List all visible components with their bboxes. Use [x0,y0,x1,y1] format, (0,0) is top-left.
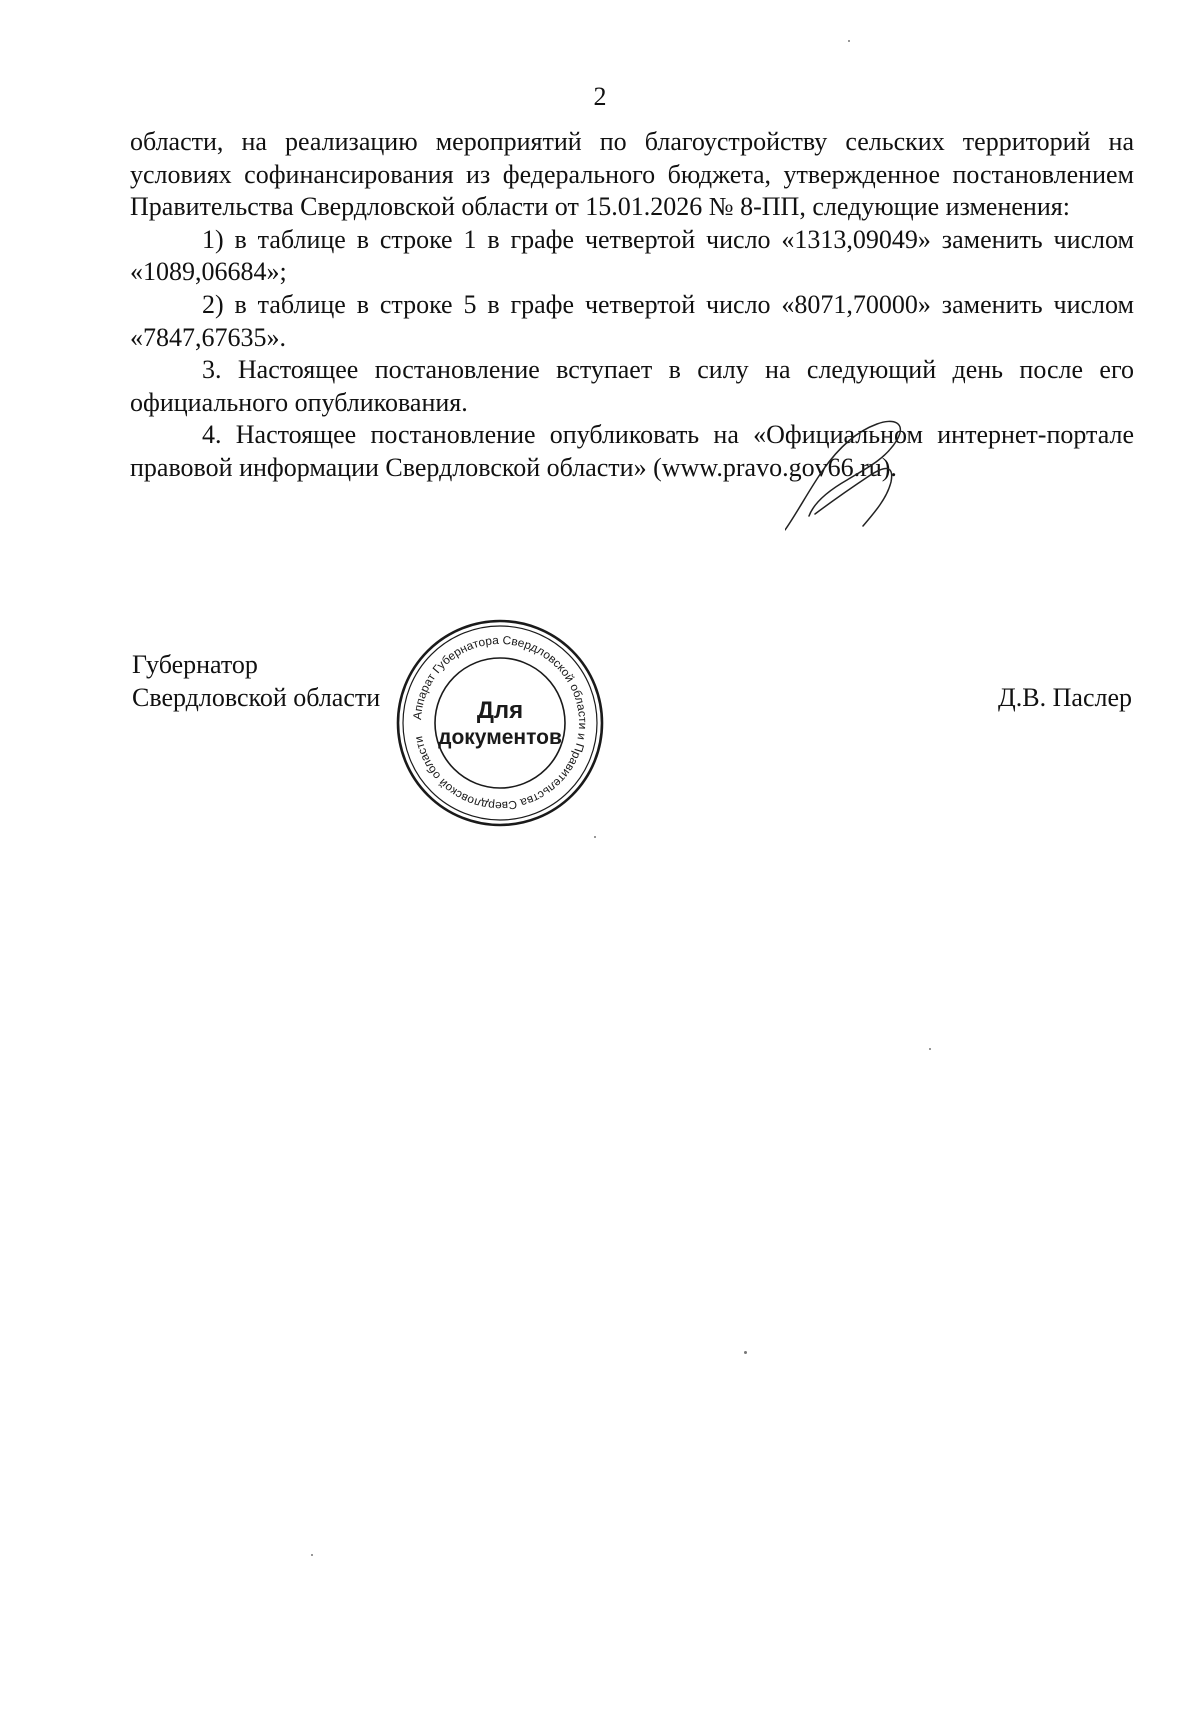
paragraph-intro: области, на реализацию мероприятий по благоустройству сельских территорий на условиях софинансирования из федерального бюджета, утвержденное постановлением Правительства Свердловской области от 15.01.2026 № 8-ПП, следующие изменения: [130,127,1134,222]
paragraph-item-2: 2) в таблице в строке 5 в графе четвертой число «8071,70000» заменить числом «7847,67635». [130,289,1134,352]
stamp-center-line1: Для [476,697,524,724]
handwritten-signature [785,418,935,533]
stamp-ring-text: Аппарат Губернатора Свердловской области и Правительства Свердловской области [410,633,590,813]
document-body [130,126,1134,485]
scan-speck [744,1351,747,1354]
scan-speck [929,1048,931,1050]
paragraph-item-4: 4. Настоящее постановление опубликовать на «Официальном интернет-портале правовой информации Свердловской области» (www.pravo.gov66.ru). [130,420,1134,482]
page-number: 2 [593,82,607,111]
official-stamp [395,618,605,828]
scan-speck [311,1554,313,1556]
scan-speck [594,836,596,838]
stamp-center-line2: документов [438,726,562,749]
signatory-title [132,648,380,714]
paragraph-item-3: 3. Настоящее постановление вступает в силу на следующий день после его официального опубликования. [130,355,1134,417]
paragraph-item-1: 1) в таблице в строке 1 в графе четвертой число «1313,09049» заменить числом «1089,06684»; [130,224,1134,287]
signatory-title-line1: Губернатор [132,650,258,679]
signatory-name: Д.В. Паслер [998,683,1132,712]
scan-speck [848,40,850,42]
signatory-title-line2: Свердловской области [132,683,381,712]
